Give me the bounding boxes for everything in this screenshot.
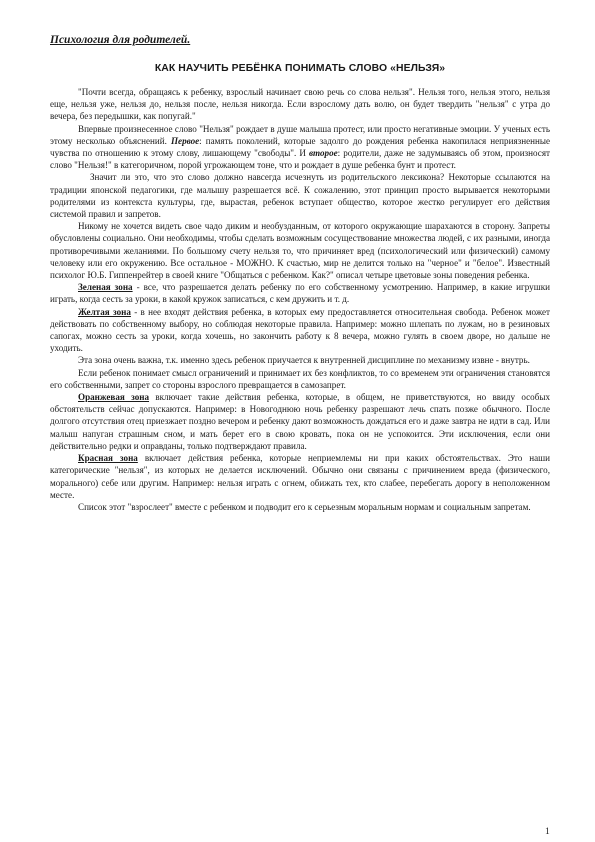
paragraph-4: Никому не хочется видеть свое чадо диким и необузданным, от которого окружающие шарахаются в сторону. Запреты обусловлены социально. Они необходимы, чтобы сделать возможным сосуществование множества людей, с их разными, иногда противоречивыми желаниями. По большому счету нельзя то, что причиняет вред (психологический или физический) самому человеку или его окружению. Все остальное - МОЖНО. К счастью, мир не делится только на "черное" и "белое". Известный психолог Ю.Б. Гиппенрейтер в своей книге "Общаться с ребенком. Как?" описал четыре цветовые зоны поведения ребенка. — [50, 221, 550, 281]
yellow-zone-label: Желтая зона — [78, 306, 131, 317]
paragraph-1: "Почти всегда, обращаясь к ребенку, взрослый начинает свою речь со слова нельзя". Нельзя того, нельзя этого, нельзя еще, нельзя уже, нельзя до, нельзя после, нельзя никогда. Если взрослому дать волю, он будет твердить "нельзя" с утра до вечера, без передышки, как попугай." — [50, 87, 550, 122]
document-page — [50, 33, 550, 513]
green-zone-paragraph — [50, 281, 550, 305]
yellow-zone-text: - в нее входят действия ребенка, в которых ему предоставляется относительная свобода. Ребенок может действовать по собственному выбору, но соблюдая некоторые правила. Например: можно шлепать по лужам, но в резиновых сапогах, можно сесть за уроки, когда хочешь, но закончить работу к 8 вечера, можно гулять в своем дворе, но дальше не уходить. — [50, 306, 550, 354]
green-zone-label: Зеленая зона — [78, 282, 133, 293]
paragraph-2-text-a: Впервые произнесенное слово "Нельзя" рождает в душе малыша протест, или просто негативные эмоции. У ученых есть этому несколько объяснений. — [50, 123, 550, 146]
paragraph-2 — [50, 123, 550, 172]
second-reason-label: второе — [308, 148, 338, 159]
red-zone-text: включает действия ребенка, которые неприемлемы ни при каких обстоятельствах. Это наши категорические "нельзя", из которых не делается исключений. Обычно они связаны с причинением вреда (физического, морального) себе или другим. Например: нельзя играть с огнем, обижать тех, кто слабее, перебегать дорогу в неположенном месте. — [50, 453, 550, 500]
page-number: 1 — [545, 827, 550, 837]
orange-zone-label: Оранжевая зона — [78, 392, 150, 403]
paragraph-2-text-e: : родители, даже не задумываясь об этом, произносят слово "Нельзя!" в категоричном, порой угрожающем тоне, что и рождает в душе ребенка бунт и протест. — [50, 148, 550, 171]
paragraph-3: Значит ли это, что это слово должно навсегда исчезнуть из родительского лексикона? Некоторые ссылаются на традиции японской педагогики, где малышу разрешается всё. К сожалению, этот принцип просто вырывается некоторыми родителями из контекста культуры, где, вырастая, ребенок вступает общество, которое жестко регулирует его действия системой правил и запретов. — [50, 172, 550, 220]
paragraph-2-text-c: : память поколений, которые задолго до рождения ребенка накопилася неприязненные чувства по отношению к этому слову, лишающему "свободы". И — [50, 135, 551, 159]
paragraph-7: Эта зона очень важна, т.к. именно здесь ребенок приучается к внутренней дисциплине по механизму извне - внутрь. — [78, 355, 530, 366]
red-zone-label: Красная зона — [78, 453, 138, 464]
green-zone-text: - все, что разрешается делать ребенку по его собственному усмотрению. Например, в какие игрушки играть, когда сесть за уроки, в какой кружок записаться, с кем дружить и т. д. — [50, 282, 551, 305]
first-reason-label: Первое — [170, 135, 200, 146]
paragraph-11: Список этот "взрослеет" вместе с ребенком и подводит его к серьезным моральным нормам и социальным запретам. — [78, 501, 531, 512]
orange-zone-text: включает такие действия ребенка, которые, в общем, не приветствуются, но ввиду особых обстоятельств сейчас допускаются. Например: в Новогоднюю ночь ребенку разрешают лечь спать позже обычного. После долгого отсутствия отец приезжает поздно вечером и ребенку дают возможность дождаться его и даже завтра не идти в сад. Или малыш напуган страшным сном, и мать берет его в свою кровать, пока он не успокоится. Эти исключения, если они действительно редки и оправданы, только подтверждают правила. — [50, 392, 550, 451]
orange-zone-paragraph — [50, 391, 550, 452]
section-heading: Психология для родителей. — [50, 34, 191, 46]
paragraph-8: Если ребенок понимает смысл ограничений и принимает их без конфликтов, то со временем эти ограничения становятся его собственными, запрет со стороны взрослого превращается в самозапрет. — [50, 367, 550, 390]
red-zone-paragraph — [50, 452, 550, 501]
yellow-zone-paragraph — [50, 306, 550, 355]
article-title: КАК НАУЧИТЬ РЕБЁНКА ПОНИМАТЬ СЛОВО «НЕЛЬЗЯ» — [154, 63, 446, 74]
